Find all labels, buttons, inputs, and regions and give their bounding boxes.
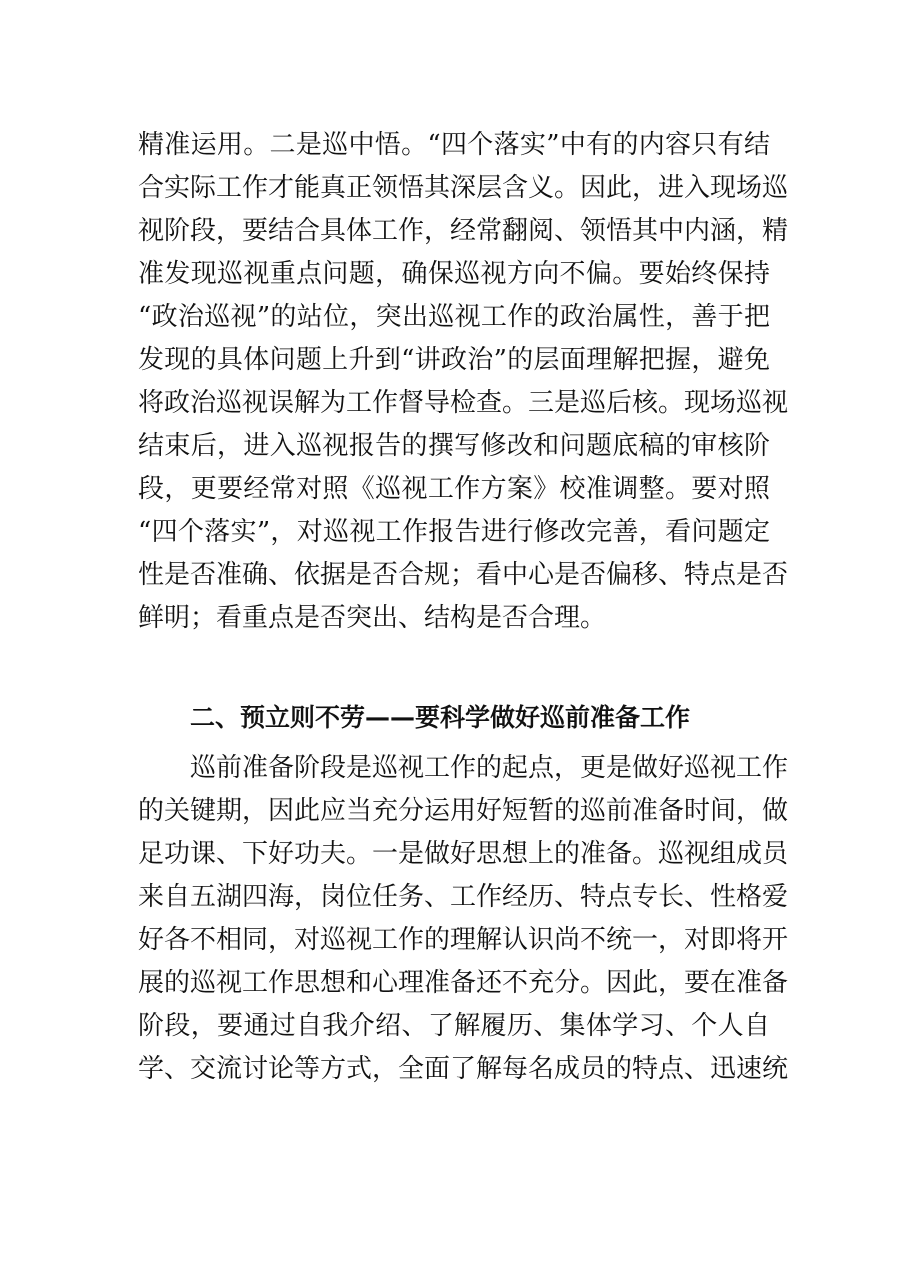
paragraph-line: 视阶段，要结合具体工作，经常翻阅、领悟其中内涵，精 — [138, 216, 789, 246]
paragraph-line: 学、交流讨论等方式，全面了解每名成员的特点、迅速统 — [138, 1054, 789, 1084]
section-heading: 二、预立则不劳——要科学做好巡前准备工作 — [190, 703, 691, 732]
paragraph-line: 来自五湖四海，岗位任务、工作经历、特点专长、性格爱 — [138, 882, 789, 912]
paragraph-line: 展的巡视工作思想和心理准备还不充分。因此，要在准备 — [138, 968, 789, 998]
paragraph-line: 段，更要经常对照《巡视工作方案》校准调整。要对照 — [138, 474, 770, 504]
paragraph-line: “政治巡视”的站位，突出巡视工作的政治属性，善于把 — [138, 302, 770, 332]
paragraph-line: 的关键期，因此应当充分运用好短暂的巡前准备时间，做 — [138, 796, 789, 826]
paragraph-line: 将政治巡视误解为工作督导检查。三是巡后核。现场巡视 — [138, 388, 789, 418]
paragraph-line: 合实际工作才能真正领悟其深层含义。因此，进入现场巡 — [138, 173, 789, 203]
paragraph-line: 鲜明；看重点是否突出、结构是否合理。 — [138, 603, 607, 633]
paragraph-line: 精准运用。二是巡中悟。“四个落实”中有的内容只有结 — [138, 130, 770, 160]
paragraph-line: 阶段，要通过自我介绍、了解履历、集体学习、个人自 — [138, 1011, 770, 1041]
paragraph-line: 结束后，进入巡视报告的撰写修改和问题底稿的审核阶 — [138, 431, 770, 461]
paragraph-line: 准发现巡视重点问题，确保巡视方向不偏。要始终保持 — [138, 259, 770, 289]
paragraph-line: 足功课、下好功夫。一是做好思想上的准备。巡视组成员 — [138, 839, 789, 869]
paragraph-line: 好各不相同，对巡视工作的理解认识尚不统一，对即将开 — [138, 925, 789, 955]
paragraph-line: “四个落实”，对巡视工作报告进行修改完善，看问题定 — [138, 517, 770, 547]
paragraph-line: 巡前准备阶段是巡视工作的起点，更是做好巡视工作 — [190, 753, 789, 783]
paragraph-line: 性是否准确、依据是否合规；看中心是否偏移、特点是否 — [138, 560, 789, 590]
paragraph-line: 发现的具体问题上升到“讲政治”的层面理解把握，避免 — [138, 345, 770, 375]
